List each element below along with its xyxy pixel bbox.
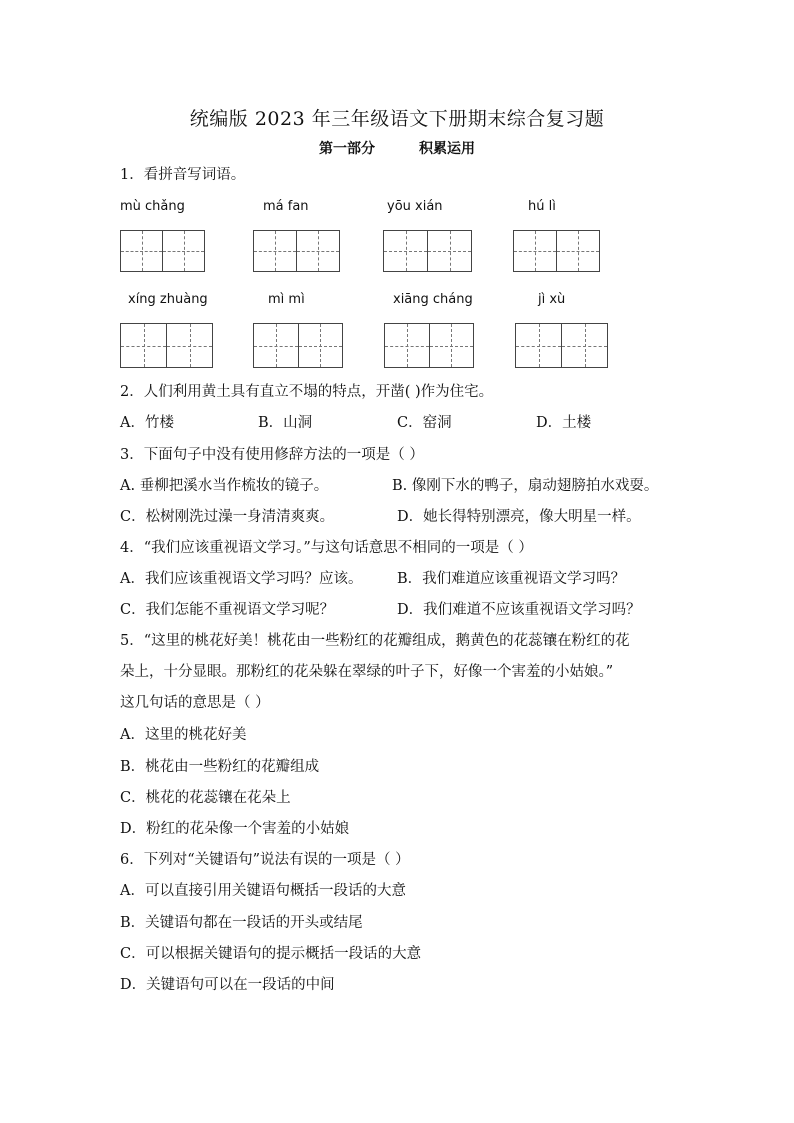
q5-stem-line3: 这几句话的意思是（ ） (120, 695, 270, 711)
q3-stem: 3．下面句子中没有使用修辞方法的一项是（ ） (120, 447, 424, 463)
pinyin-label: má fan (263, 199, 309, 214)
section-heading (0, 138, 794, 158)
q5-option-b[interactable]: B．桃花由一些粉红的花瓣组成 (120, 759, 320, 775)
q3-option-c[interactable]: C．松树刚洗过澡一身清清爽爽。 (120, 509, 335, 525)
pinyin-label: jì xù (538, 292, 566, 307)
q4-option-a[interactable]: A．我们应该重视语文学习吗？应该。 (120, 571, 363, 587)
q3-option-d[interactable]: D．她长得特别漂亮，像大明星一样。 (397, 509, 641, 525)
pinyin-label: mì mì (268, 292, 305, 307)
q2-option-b[interactable]: B．山洞 (258, 415, 313, 431)
q6-option-d[interactable]: D．关键语句可以在一段话的中间 (120, 977, 335, 993)
q6-stem: 6．下列对“关键语句”说法有误的一项是（ ） (120, 852, 410, 868)
pinyin-label: mù chǎng (120, 199, 185, 214)
writing-grid[interactable] (515, 323, 608, 368)
q6-option-a[interactable]: A．可以直接引用关键语句概括一段话的大意 (120, 883, 406, 899)
q4-option-c[interactable]: C．我们怎能不重视语文学习呢？ (120, 602, 335, 618)
q6-option-c[interactable]: C．可以根据关键语句的提示概括一段话的大意 (120, 946, 422, 962)
pinyin-label: yōu xián (387, 199, 443, 214)
pinyin-label: hú lì (528, 199, 556, 214)
q2-stem: 2．人们利用黄土具有直立不塌的特点，开凿( )作为住宅。 (120, 384, 494, 400)
writing-grid[interactable] (253, 323, 343, 368)
q5-stem-line2: 朵上，十分显眼。那粉红的花朵躲在翠绿的叶子下，好像一个害羞的小姑娘。” (120, 664, 614, 680)
q5-option-d[interactable]: D．粉红的花朵像一个害羞的小姑娘 (120, 821, 350, 837)
writing-grid[interactable] (253, 230, 340, 272)
q4-option-d[interactable]: D．我们难道不应该重视语文学习吗？ (397, 602, 641, 618)
q5-option-a[interactable]: A．这里的桃花好美 (120, 727, 247, 743)
q1-stem: 1．看拼音写词语。 (120, 167, 246, 183)
page-title: 统编版 2023 年三年级语文下册期末综合复习题 (189, 108, 605, 130)
q4-option-b[interactable]: B．我们难道应该重视语文学习吗？ (397, 571, 626, 587)
q2-option-d[interactable]: D．土楼 (536, 415, 592, 431)
q3-option-a[interactable]: A. 垂柳把溪水当作梳妆的镜子。 (120, 478, 329, 494)
section-name: 积累运用 (419, 141, 475, 157)
q5-option-c[interactable]: C．桃花的花蕊镶在花朵上 (120, 790, 291, 806)
section-part: 第一部分 (319, 141, 375, 157)
writing-grid[interactable] (120, 323, 213, 368)
q2-option-a[interactable]: A．竹楼 (120, 415, 174, 431)
writing-grid[interactable] (513, 230, 600, 272)
pinyin-label: xiāng cháng (393, 292, 473, 307)
writing-grid[interactable] (120, 230, 205, 272)
q5-stem-line1: 5．“这里的桃花好美！桃花由一些粉红的花瓣组成，鹅黄色的花蕊镶在粉红的花 (120, 633, 630, 649)
q6-option-b[interactable]: B．关键语句都在一段话的开头或结尾 (120, 915, 363, 931)
writing-grid[interactable] (384, 323, 474, 368)
q4-stem: 4．“我们应该重视语文学习。”与这句话意思不相同的一项是（ ） (120, 540, 533, 556)
pinyin-label: xíng zhuàng (128, 292, 208, 307)
q3-option-b[interactable]: B. 像刚下水的鸭子，扇动翅膀拍水戏耍。 (392, 478, 659, 494)
q2-option-c[interactable]: C．窑洞 (397, 415, 452, 431)
writing-grid[interactable] (383, 230, 472, 272)
